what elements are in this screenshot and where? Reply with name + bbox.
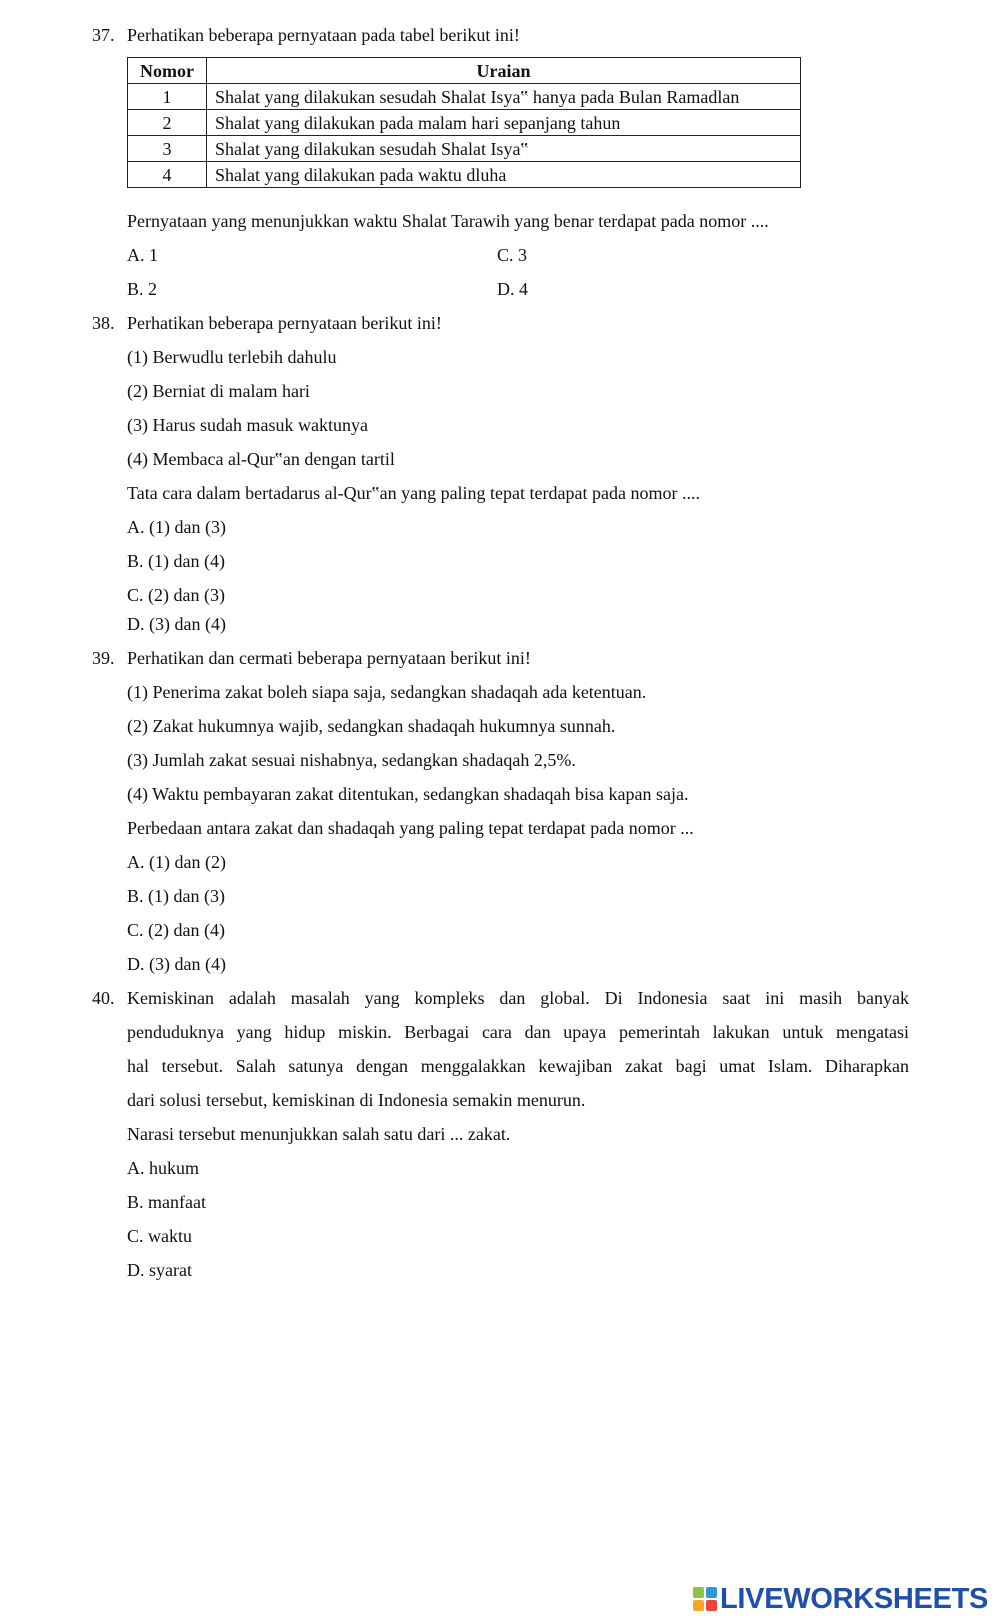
table-cell-text: Shalat yang dilakukan sesudah Shalat Isya‟ hanya pada Bulan Ramadlan [207, 84, 801, 110]
q39-option-c[interactable]: C. (2) dan (4) [127, 920, 225, 940]
q38-option-d[interactable]: D. (3) dan (4) [127, 614, 226, 634]
q37-option-c[interactable]: C. 3 [497, 245, 528, 265]
table-cell-number: 3 [128, 136, 207, 162]
table-row [128, 110, 801, 136]
q40-paragraph-line: Kemiskinan adalah masalah yang kompleks dan global. Di Indonesia saat ini masih banyak [127, 988, 909, 1008]
q37-prompt: Perhatikan beberapa pernyataan pada tabel berikut ini! [127, 25, 520, 45]
q39-statement: (4) Waktu pembayaran zakat ditentukan, sedangkan shadaqah bisa kapan saja. [127, 784, 689, 804]
table-cell-text: Shalat yang dilakukan pada waktu dluha [207, 162, 801, 188]
table-cell-text: Shalat yang dilakukan sesudah Shalat Isya‟ [207, 136, 801, 162]
q40-option-a[interactable]: A. hukum [127, 1158, 199, 1178]
q39-statement: (2) Zakat hukumnya wajib, sedangkan shadaqah hukumnya sunnah. [127, 716, 616, 736]
q40-option-b[interactable]: B. manfaat [127, 1192, 206, 1212]
q40-question: Narasi tersebut menunjukkan salah satu dari ... zakat. [127, 1124, 511, 1144]
mark-square [693, 1600, 704, 1611]
table-row [128, 136, 801, 162]
q38-statement: (1) Berwudlu terlebih dahulu [127, 347, 337, 367]
table-header-uraian: Uraian [207, 58, 801, 84]
q39-number: 39. [92, 648, 115, 668]
liveworksheets-logo[interactable] [693, 1582, 988, 1616]
q38-number: 38. [92, 313, 115, 333]
q37-option-b[interactable]: B. 2 [127, 279, 158, 299]
mark-square [706, 1587, 717, 1598]
table-cell-text: Shalat yang dilakukan pada malam hari sepanjang tahun [207, 110, 801, 136]
table-cell-number: 1 [128, 84, 207, 110]
q37-question: Pernyataan yang menunjukkan waktu Shalat Tarawih yang benar terdapat pada nomor .... [127, 211, 769, 231]
table-header-row [128, 58, 801, 84]
q37-option-d[interactable]: D. 4 [497, 279, 528, 299]
table-row [128, 162, 801, 188]
liveworksheets-mark-icon [693, 1587, 717, 1611]
q38-statement: (2) Berniat di malam hari [127, 381, 310, 401]
liveworksheets-wordmark: LIVEWORKSHEETS [720, 1582, 989, 1615]
q40-paragraph-line: dari solusi tersebut, kemiskinan di Indonesia semakin menurun. [127, 1090, 586, 1110]
q38-option-c[interactable]: C. (2) dan (3) [127, 585, 225, 605]
table-cell-number: 4 [128, 162, 207, 188]
q39-question: Perbedaan antara zakat dan shadaqah yang paling tepat terdapat pada nomor ... [127, 818, 694, 838]
q39-prompt: Perhatikan dan cermati beberapa pernyataan berikut ini! [127, 648, 531, 668]
q40-paragraph-line: hal tersebut. Salah satunya dengan menggalakkan kewajiban zakat bagi umat Islam. Diharapkan [127, 1056, 909, 1076]
q40-option-d[interactable]: D. syarat [127, 1260, 192, 1280]
q38-option-b[interactable]: B. (1) dan (4) [127, 551, 225, 571]
q37-table [127, 57, 801, 188]
q38-statement: (4) Membaca al-Qur‟an dengan tartil [127, 449, 395, 469]
q38-statement: (3) Harus sudah masuk waktunya [127, 415, 368, 435]
q37-option-a[interactable]: A. 1 [127, 245, 158, 265]
mark-square [693, 1587, 704, 1598]
q39-statement: (3) Jumlah zakat sesuai nishabnya, sedangkan shadaqah 2,5%. [127, 750, 576, 770]
q39-statement: (1) Penerima zakat boleh siapa saja, sedangkan shadaqah ada ketentuan. [127, 682, 647, 702]
q40-paragraph-line: penduduknya yang hidup miskin. Berbagai cara dan upaya pemerintah lakukan untuk mengatasi [127, 1022, 909, 1042]
q38-question: Tata cara dalam bertadarus al-Qur‟an yang paling tepat terdapat pada nomor .... [127, 483, 700, 503]
q39-option-d[interactable]: D. (3) dan (4) [127, 954, 226, 974]
q38-option-a[interactable]: A. (1) dan (3) [127, 517, 226, 537]
q40-option-c[interactable]: C. waktu [127, 1226, 192, 1246]
mark-square [706, 1600, 717, 1611]
q39-option-a[interactable]: A. (1) dan (2) [127, 852, 226, 872]
q40-number: 40. [92, 988, 115, 1008]
table-header-nomor: Nomor [128, 58, 207, 84]
table-cell-number: 2 [128, 110, 207, 136]
q39-option-b[interactable]: B. (1) dan (3) [127, 886, 225, 906]
table-row [128, 84, 801, 110]
q37-number: 37. [92, 25, 115, 45]
q38-prompt: Perhatikan beberapa pernyataan berikut ini! [127, 313, 442, 333]
